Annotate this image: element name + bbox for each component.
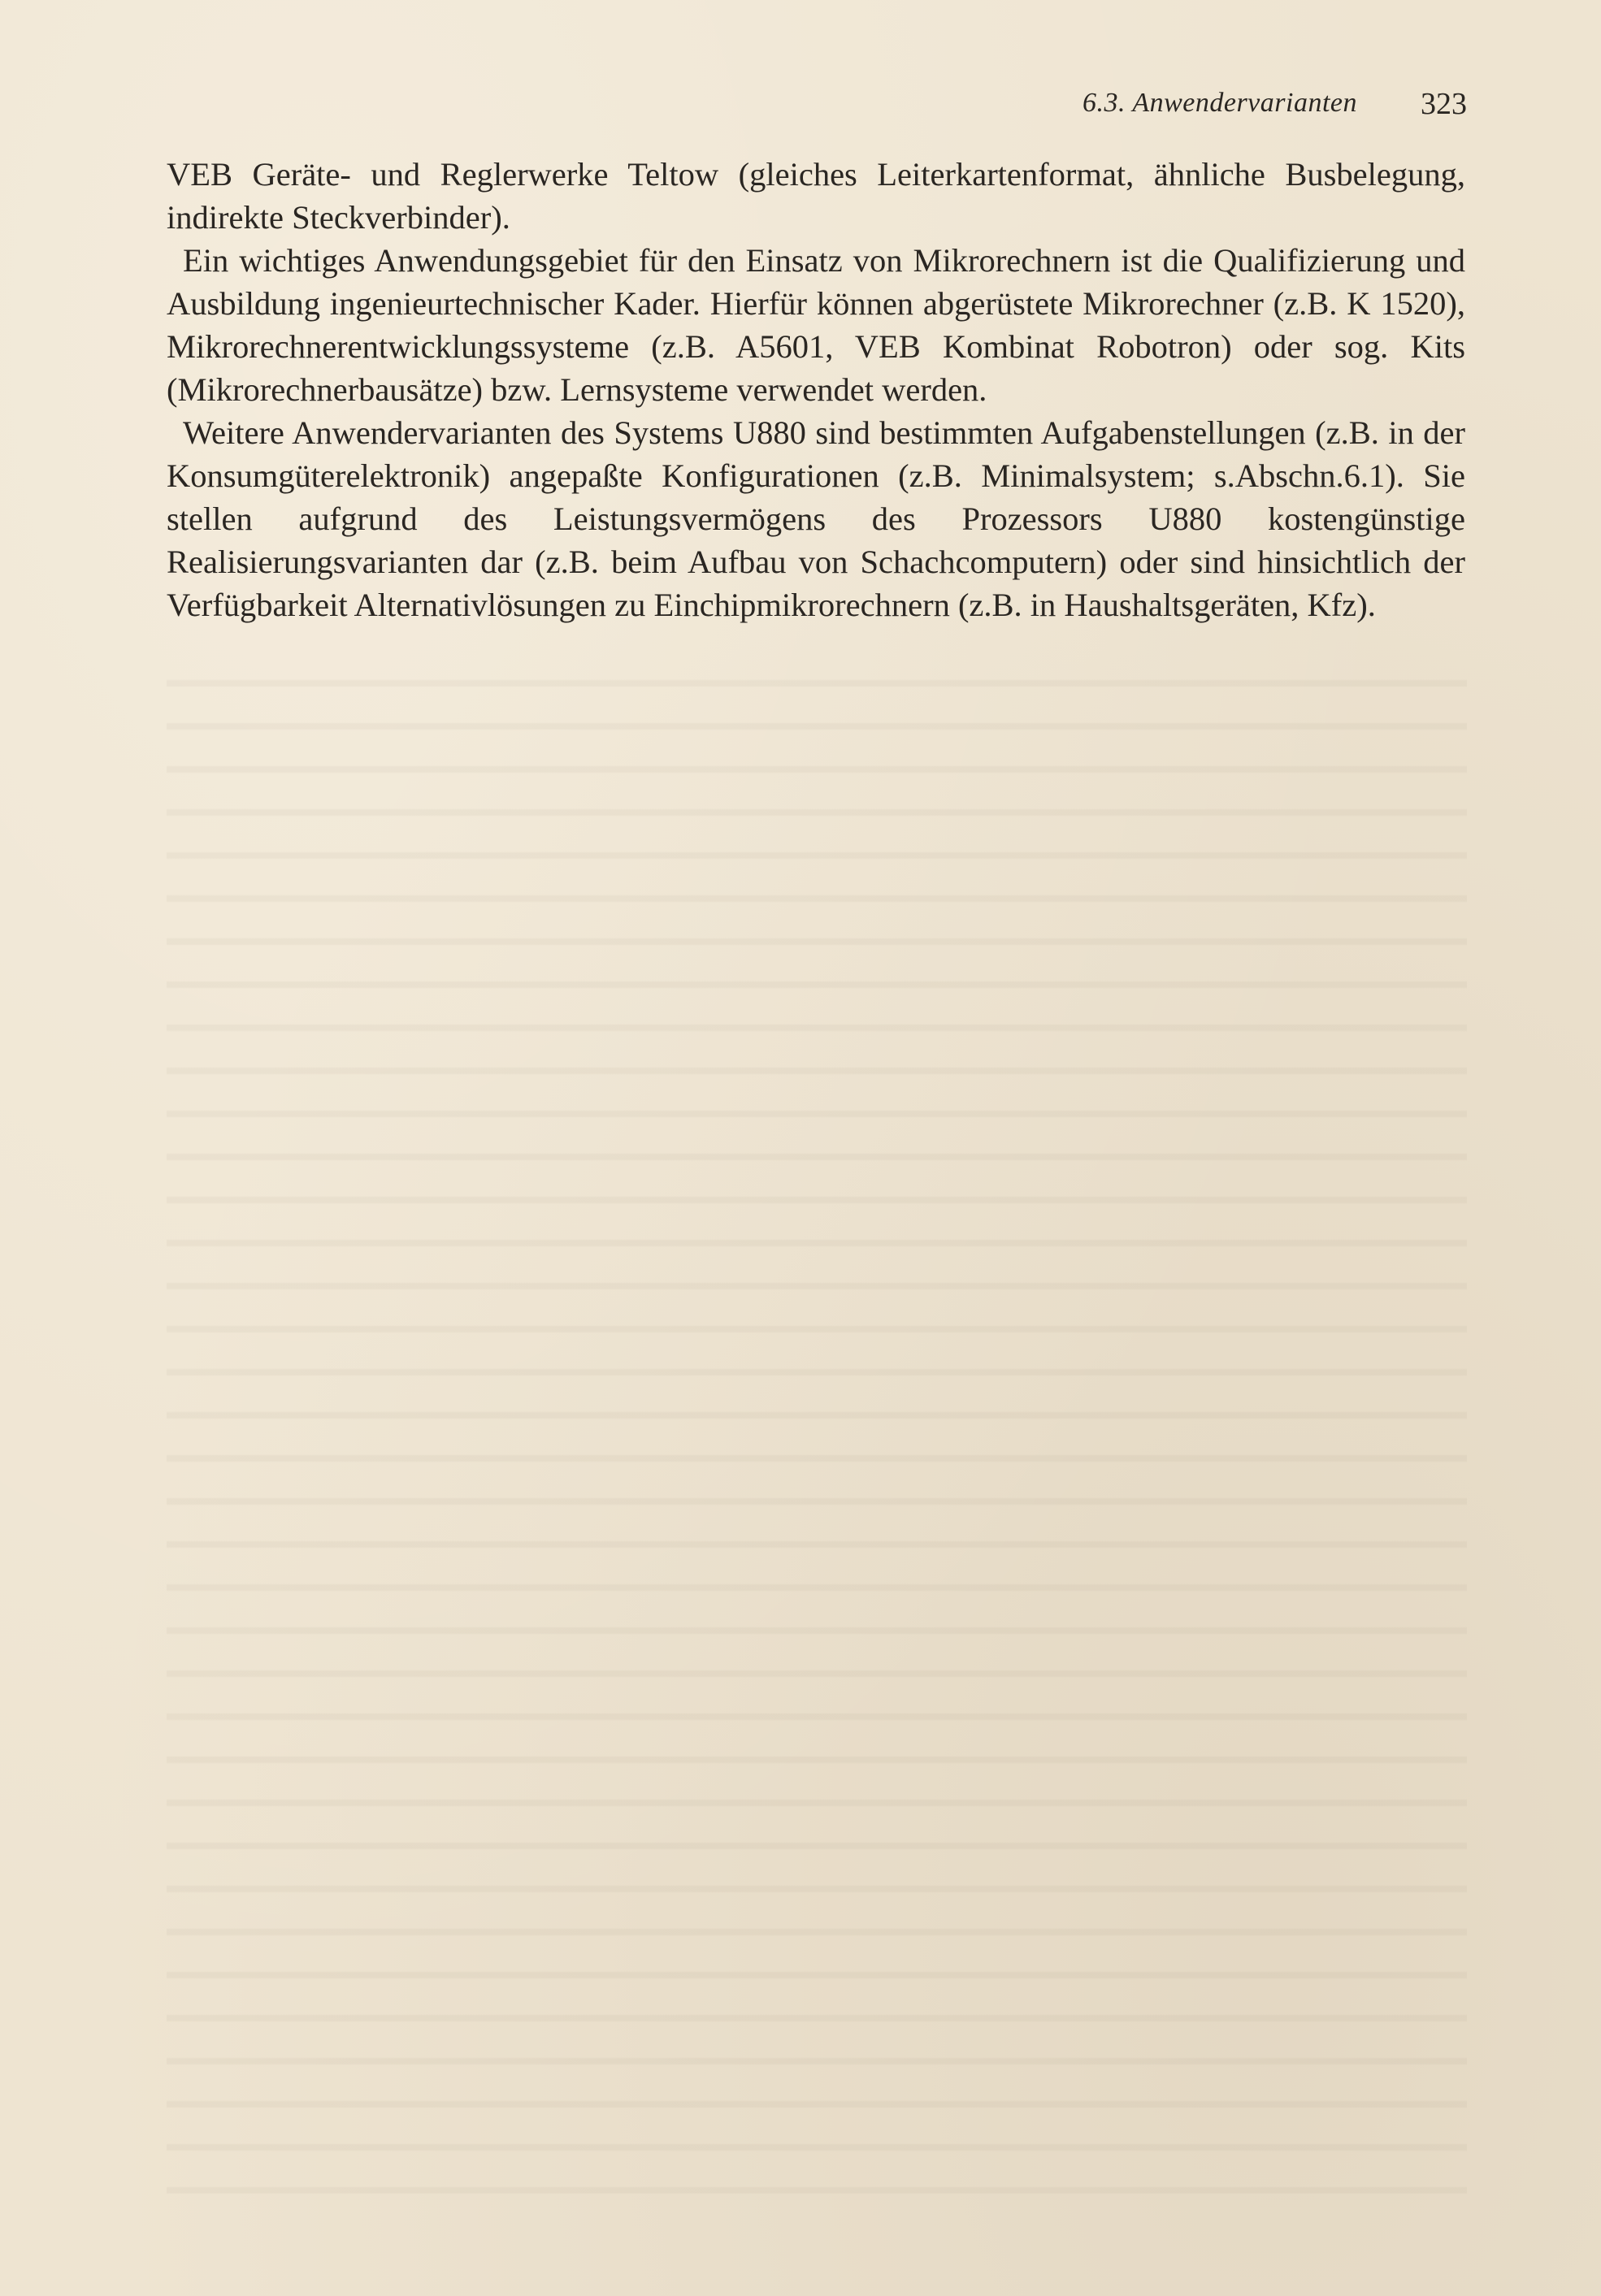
body-text xyxy=(167,153,1465,626)
running-header xyxy=(167,88,1467,128)
paragraph-2: Ein wichtiges Anwendungsgebiet für den Einsatz von Mikrorechnern ist die Qualifizierung und Ausbildung ingenieurtechnischer Kader. Hierfür können abgerüstete Mikrorechner (z.B. K 1520), Mikrorechnerentwicklungssysteme (z.B. A5601, VEB Kombinat Robotron) oder sog. Kits (Mikrorechnerbausätze) bzw. Lernsysteme verwendet werden. xyxy=(167,242,1465,408)
page-number: 323 xyxy=(1421,87,1467,121)
section-title: 6.3. Anwendervarianten xyxy=(1082,88,1357,118)
paragraph-3: Weitere Anwendervarianten des Systems U880 sind bestimmten Aufgabenstellungen (z.B. in der Konsumgüterelektronik) angepaßte Konfigurationen (z.B. Minimalsystem; s.Abschn.6.1). Sie stellen aufgrund des Leistungsvermögens des Prozessors U880 kostengünstige Realisierungsvarianten dar (z.B. beim Aufbau von Schachcomputern) oder sind hinsichtlich der Verfügbarkeit Alternativlösungen zu Einchipmikrorechnern (z.B. in Haushaltsgeräten, Kfz). xyxy=(167,414,1465,623)
paragraph-1: VEB Geräte- und Reglerwerke Teltow (gleiches Leiterkartenformat, ähnliche Busbelegung, indirekte Steckverbinder). xyxy=(167,156,1465,236)
show-through-texture xyxy=(167,650,1467,2194)
